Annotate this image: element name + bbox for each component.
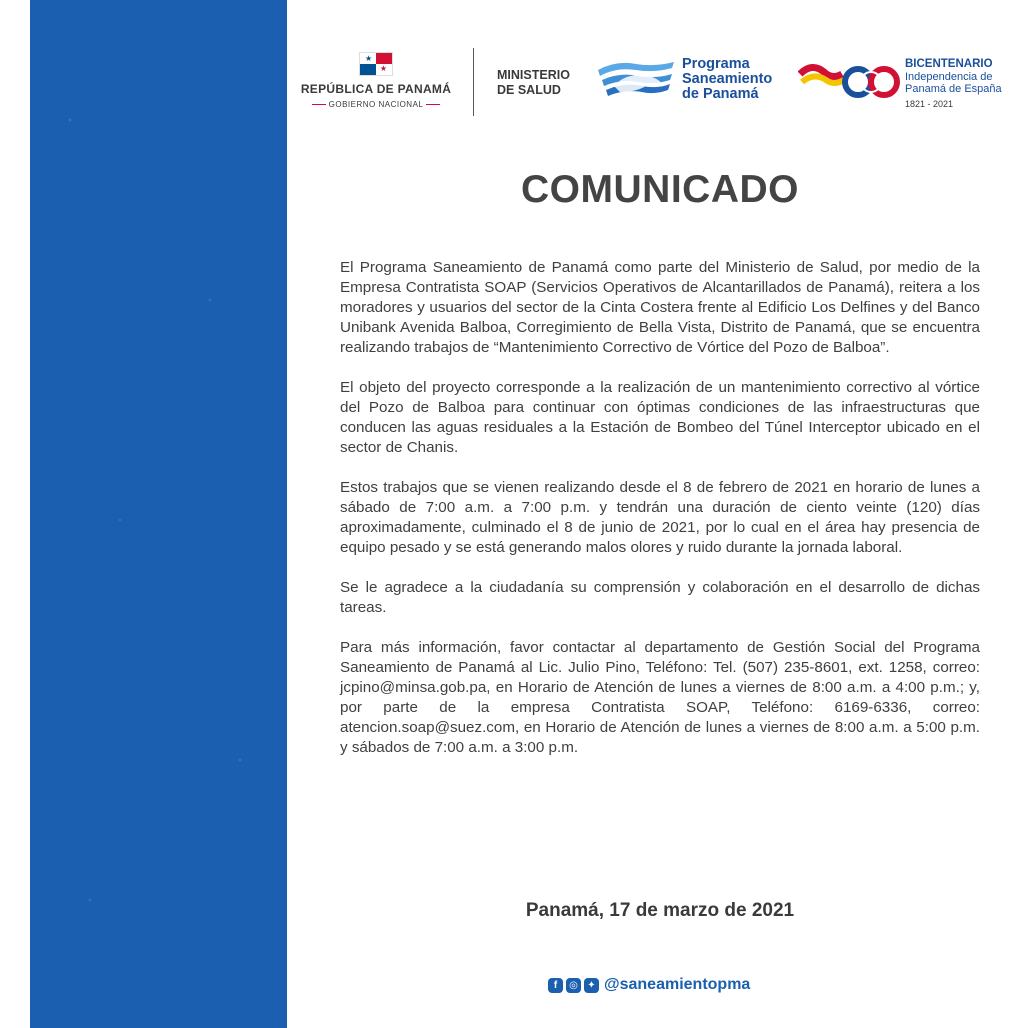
social-handle[interactable]: @saneamientopma [604,976,751,993]
ministerio-salud-logo: MINISTERIO DE SALUD [497,68,570,97]
twitter-icon[interactable]: ✦ [584,978,599,993]
date-line: Panamá, 17 de marzo de 2021 [525,900,795,921]
header-divider [473,48,474,116]
instagram-icon[interactable]: ◎ [566,978,581,993]
republica-title: REPÚBLICA DE PANAMÁ [300,82,452,96]
republica-panama-logo [292,52,460,109]
paragraph: El objeto del proyecto corresponde a la realización de un mantenimiento correctivo al vórtice del Pozo de Balboa para continuar con óptimas condiciones de las infraestructuras que conducen las aguas residuales a la Estación de Bombeo del Túnel Interceptor ubicado en el sector de Chanis. [340,379,980,456]
paragraph: Se le agradece a la ciudadanía su comprensión y colaboración en el desarrollo de dichas tareas. [340,579,980,616]
programa-saneamiento-logo: Programa Saneamiento de Panamá [682,56,773,102]
page-title: COMUNICADO [521,168,799,211]
gobierno-subtitle: GOBIERNO NACIONAL [292,100,460,109]
social-bar [548,974,750,996]
bicentenario-logo: BICENTENARIO Independencia de Panamá de España 1821 - 2021 [905,58,1002,109]
facebook-icon[interactable]: f [548,978,563,993]
bicentenario-ribbon-icon [798,58,904,104]
panama-flag-icon: ★ ★ [359,52,393,76]
paragraph: Para más información, favor contactar al departamento de Gestión Social del Programa Saneamiento de Panamá al Lic. Julio Pino, Teléfono: Tel. (507) 235-8601, ext. 1258, correo: jcpino@minsa.gob.pa, en Horario de Atención de lunes a viernes de 8:00 a.m. a 4:00 p.m.; y, por parte de la empresa Contratista SOAP, Teléfono: 6169-6336, correo: atencion.soap@suez.com, en Horario de Atención de lunes a viernes de 8:00 a.m. a 5:00 p.m. y sábados de 7:00 a.m. a 3:00 p.m. [340,639,980,756]
paragraph: Estos trabajos que se vienen realizando desde el 8 de febrero de 2021 en horario de lunes a sábado de 7:00 a.m. a 7:00 p.m. y tendrán una duración de ciento veinte (120) días aproximadamente, culminado el 8 de junio de 2021, por lo cual en el área hay presencia de equipo pesado y se está generando malos olores y ruido durante la jornada laboral. [340,479,980,556]
dolphin-logo-icon [596,56,676,106]
paragraph: El Programa Saneamiento de Panamá como parte del Ministerio de Salud, por medio de la Empresa Contratista SOAP (Servicios Operativos de Alcantarillados de Panamá), reitera a los moradores y usuarios del sector de la Cinta Costera frente al Edificio Los Delfines y del Banco Unibank Avenida Balboa, Corregimiento de Bella Vista, Distrito de Panamá, que se encuentra realizando trabajos de “Mantenimiento Correctivo de Vórtice del Pozo de Balboa”. [340,259,980,356]
communique-body [340,258,980,778]
blue-sidebar [30,0,287,1028]
